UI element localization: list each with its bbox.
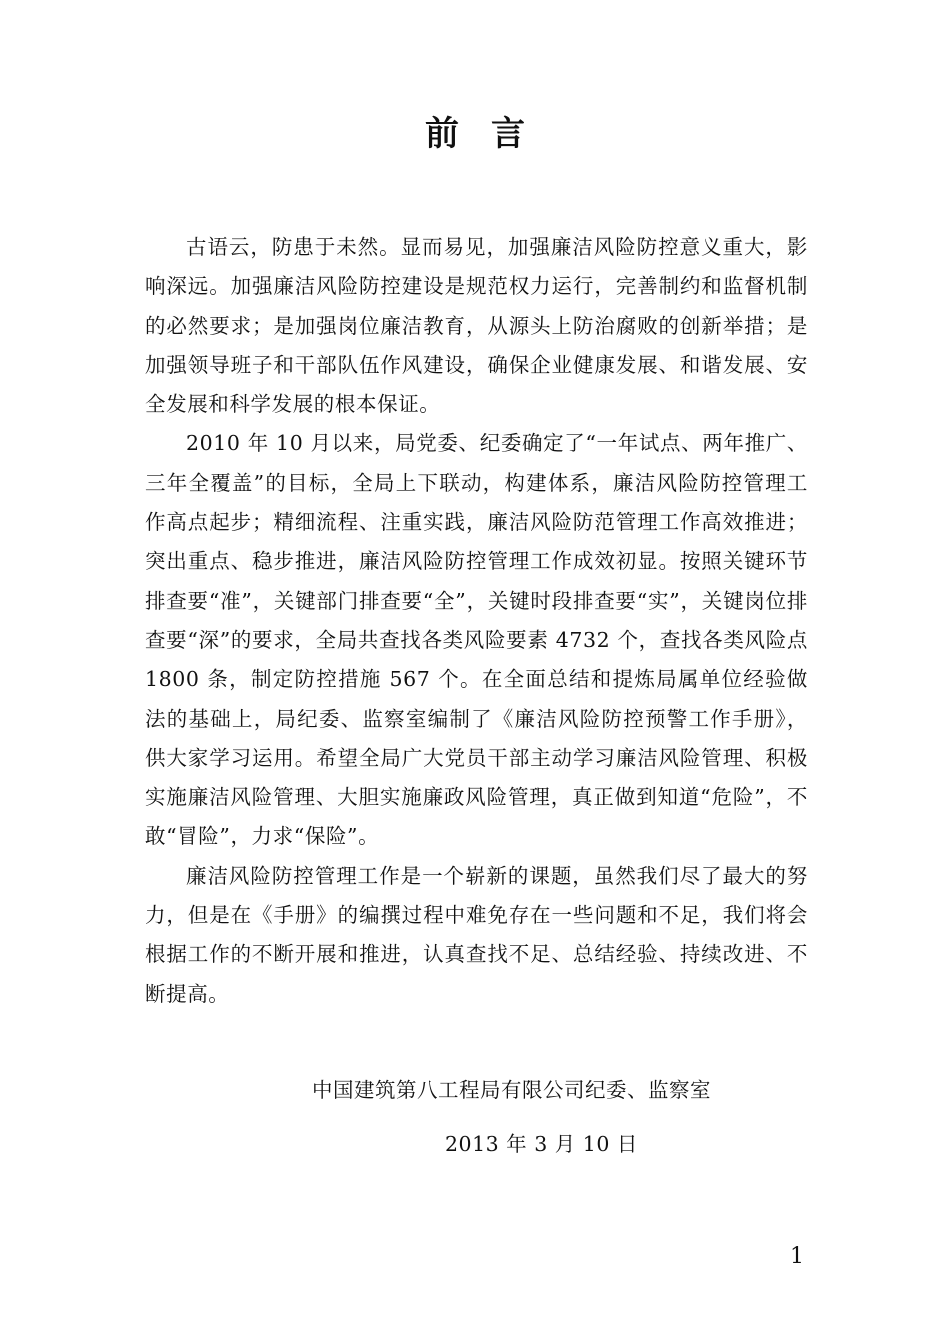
paragraph-1: 古语云，防患于未然。显而易见，加强廉洁风险防控意义重大，影响深远。加强廉洁风险防控建设是规范权力运行，完善制约和监督机制的必然要求；是加强岗位廉洁教育，从源头上防治腐败的创新举措；是加强领导班子和干部队伍作风建设，确保企业健康发展、和谐发展、安全发展和科学发展的根本保证。 bbox=[145, 235, 808, 417]
page-number: 1 bbox=[790, 1244, 804, 1269]
signature-organization: 中国建筑第八工程局有限公司纪委、监察室 bbox=[312, 1078, 711, 1102]
paragraph-3: 廉洁风险防控管理工作是一个崭新的课题，虽然我们尽了最大的努力，但是在《手册》的编撰过程中难免存在一些问题和不足，我们将会根据工作的不断开展和推进，认真查找不足、总结经验、持续改进、不断提高。 bbox=[145, 863, 808, 1006]
preface-body bbox=[145, 228, 808, 1014]
signature-date: 2013 年 3 月 10 日 bbox=[445, 1132, 638, 1156]
paragraph-2: 2010 年 10 月以来，局党委、纪委确定了“一年试点、两年推广、三年全覆盖”的目标，全局上下联动，构建体系，廉洁风险防控管理工作高点起步；精细流程、注重实践，廉洁风险防范管理工作高效推进；突出重点、稳步推进，廉洁风险防控管理工作成效初显。按照关键环节排查要“准”，关键部门排查要“全”，关键时段排查要“实”，关键岗位排查要“深”的要求，全局共查找各类风险要素 4732 个，查找各类风险点 1800 条，制定防控措施 567 个。在全面总结和提炼局属单位经验做法的基础上，局纪委、监察室编制了《廉洁风险防控预警工作手册》，供大家学习运用。希望全局广大党员干部主动学习廉洁风险管理、积极实施廉洁风险管理、大胆实施廉政风险管理，真正做到知道“危险”，不敢“冒险”，力求“保险”。 bbox=[145, 431, 808, 849]
page-title: 前言 bbox=[425, 114, 557, 154]
